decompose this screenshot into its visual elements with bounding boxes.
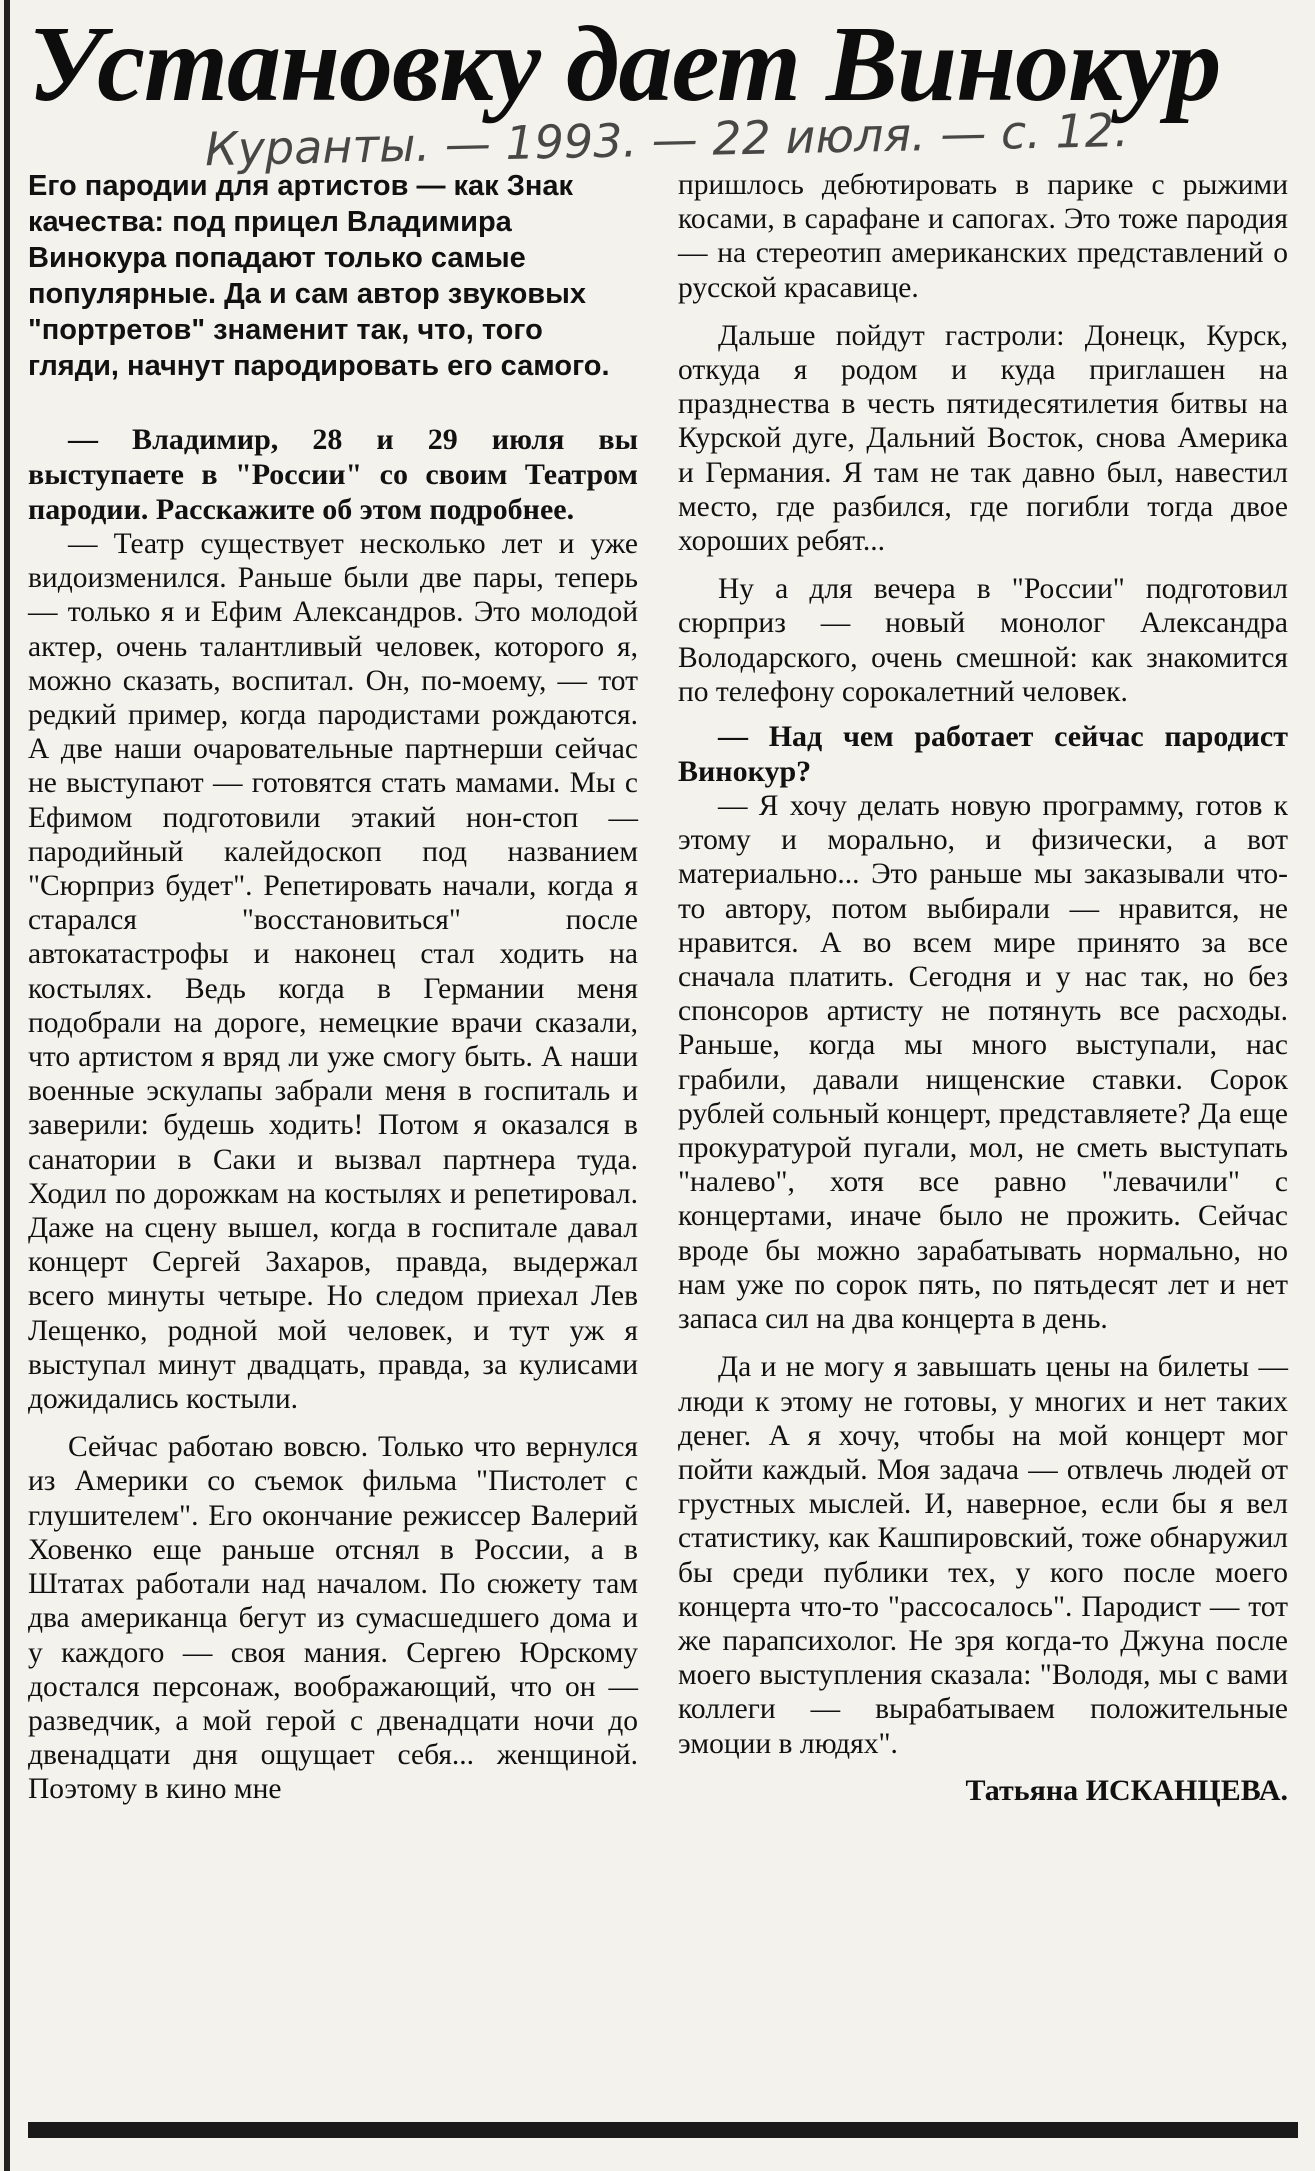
- tour-paragraph: Дальше пойдут гастроли: Донецк, Курск, откуда я родом и куда приглашен на празднества в честь пятидесятилетия битвы на Курской дуге, Дальний Восток, снова Америка и Германия. Я там не так давно был, навестил место, где разбился, где погибли тогда двое хороших ребят...: [678, 319, 1288, 558]
- right-column: [678, 168, 1288, 1809]
- headline: Установку дает Винокур: [28, 5, 1221, 124]
- author-byline: Татьяна ИСКАНЦЕВА.: [965, 1773, 1288, 1807]
- answer-paragraph-1: — Театр существует несколько лет и уже видоизменился. Раньше были две пары, теперь — только я и Ефим Александров. Это молодой актер, очень талантливый человек, которого я, можно сказать, воспитал. Он, по-моему, — тот редкий пример, когда пародистами рождаются. А две наши очаровательные партнерши сейчас не выступают — готовятся стать мамами. Мы с Ефимом подготовили этакий нон-стоп — пародийный калейдоскоп под названием "Сюрприз будет". Репетировать начали, когда я старался "восстановиться" после автокатастрофы и наконец стал ходить на костылях. Ведь когда в Германии меня подобрали на дороге, немецкие врачи сказали, что артистом я вряд ли уже смогу быть. А наши военные эскулапы забрали меня в госпиталь и заверили: будешь ходить! Потом я оказался в санатории в Саки и вызвал партнера туда. Ходил по дорожкам на костылях и репетировал. Даже на сцену вышел, когда в госпитале давал концерт Сергей Захаров, правда, выдержал всего минуты четыре. Но следом приехал Лев Лещенко, родной мой человек, и тут уж я выступал минут двадцать, правда, за кулисами дожидались костыли.: [28, 528, 638, 1416]
- lead-paragraph: Его пародии для артистов — как Знак качества: под прицел Владимира Винокура попадают только самые популярные. Да и сам автор звуковых "портретов" знаменит так, что, того гляди, начнут пародировать его самого.: [28, 170, 610, 382]
- answer-paragraph-2: Сейчас работаю вовсю. Только что вернулся из Америки со съемок фильма "Пистолет с глушителем". Его окончание режиссер Валерий Ховенко еще раньше отснял в России, а в Штатах работали над началом. По сюжету там два американца бегут из сумасшедшего дома и у каждого — своя мания. Сергею Юрскому достался персонаж, воображающий, что он — разведчик, а мой герой с двенадцати ночи до двенадцати дня ощущает себя... женщиной. Поэтому в кино мне: [28, 1431, 638, 1806]
- left-column: [28, 168, 638, 1807]
- answer-paragraph-4: Да и не могу я завышать цены на билеты — люди к этому не готовы, у многих и нет таких денег. А я хочу, чтобы на мой концерт мог пойти каждый. Моя задача — отвлечь людей от грустных мыслей. И, наверное, если бы я вел статистику, как Кашпировский, тоже обнаружил бы среди публики тех, у кого после моего концерта что-то "рассосалось". Пародист — тот же парапсихолог. Не зря когда-то Джуна после моего выступления сказала: "Володя, мы с вами коллеги — вырабатываем положительные эмоции в людях".: [678, 1351, 1288, 1760]
- answer-paragraph-3: — Я хочу делать новую программу, готов к этому и морально, и физически, а вот материально... Это раньше мы заказывали что-то автору, потом выбирали — нравится, не нравится. А во всем мире принято за все сначала платить. Сегодня и у нас так, но без спонсоров артисту не потянуть все расходы. Раньше, когда мы много выступали, нас грабили, давали нищенские ставки. Сорок рублей сольный концерт, представляете? Да еще прокуратурой пугали, мол, не сметь выступать "налево", хотя все равно "левачили" с концертами, иначе было не прожить. Сейчас вроде бы можно зарабатывать нормально, но нам уже по сорок пять, по пятьдесят лет и нет запаса сил на два концерта в день.: [678, 790, 1288, 1336]
- scan-edge: [4, 0, 10, 2171]
- handwritten-source-note: Куранты. — 1993. — 22 июля. — с. 12.: [204, 102, 1130, 177]
- bottom-rule: [28, 2122, 1298, 2138]
- interview-question-2: — Над чем работает сейчас пародист Винокур?: [678, 720, 1288, 789]
- continued-paragraph: пришлось дебютировать в парике с рыжими косами, в сарафане и сапогах. Это тоже пародия — на стереотип американских представлений о русской красавице.: [678, 169, 1288, 304]
- surprise-paragraph: Ну а для вечера в "России" подготовил сюрприз — новый монолог Александра Володарского, очень смешной: как знакомится по телефону сорокалетний человек.: [678, 573, 1288, 708]
- interview-question-1: — Владимир, 28 и 29 июля вы выступаете в "России" со своим Театром пародии. Расскажите об этом подробнее.: [28, 423, 638, 526]
